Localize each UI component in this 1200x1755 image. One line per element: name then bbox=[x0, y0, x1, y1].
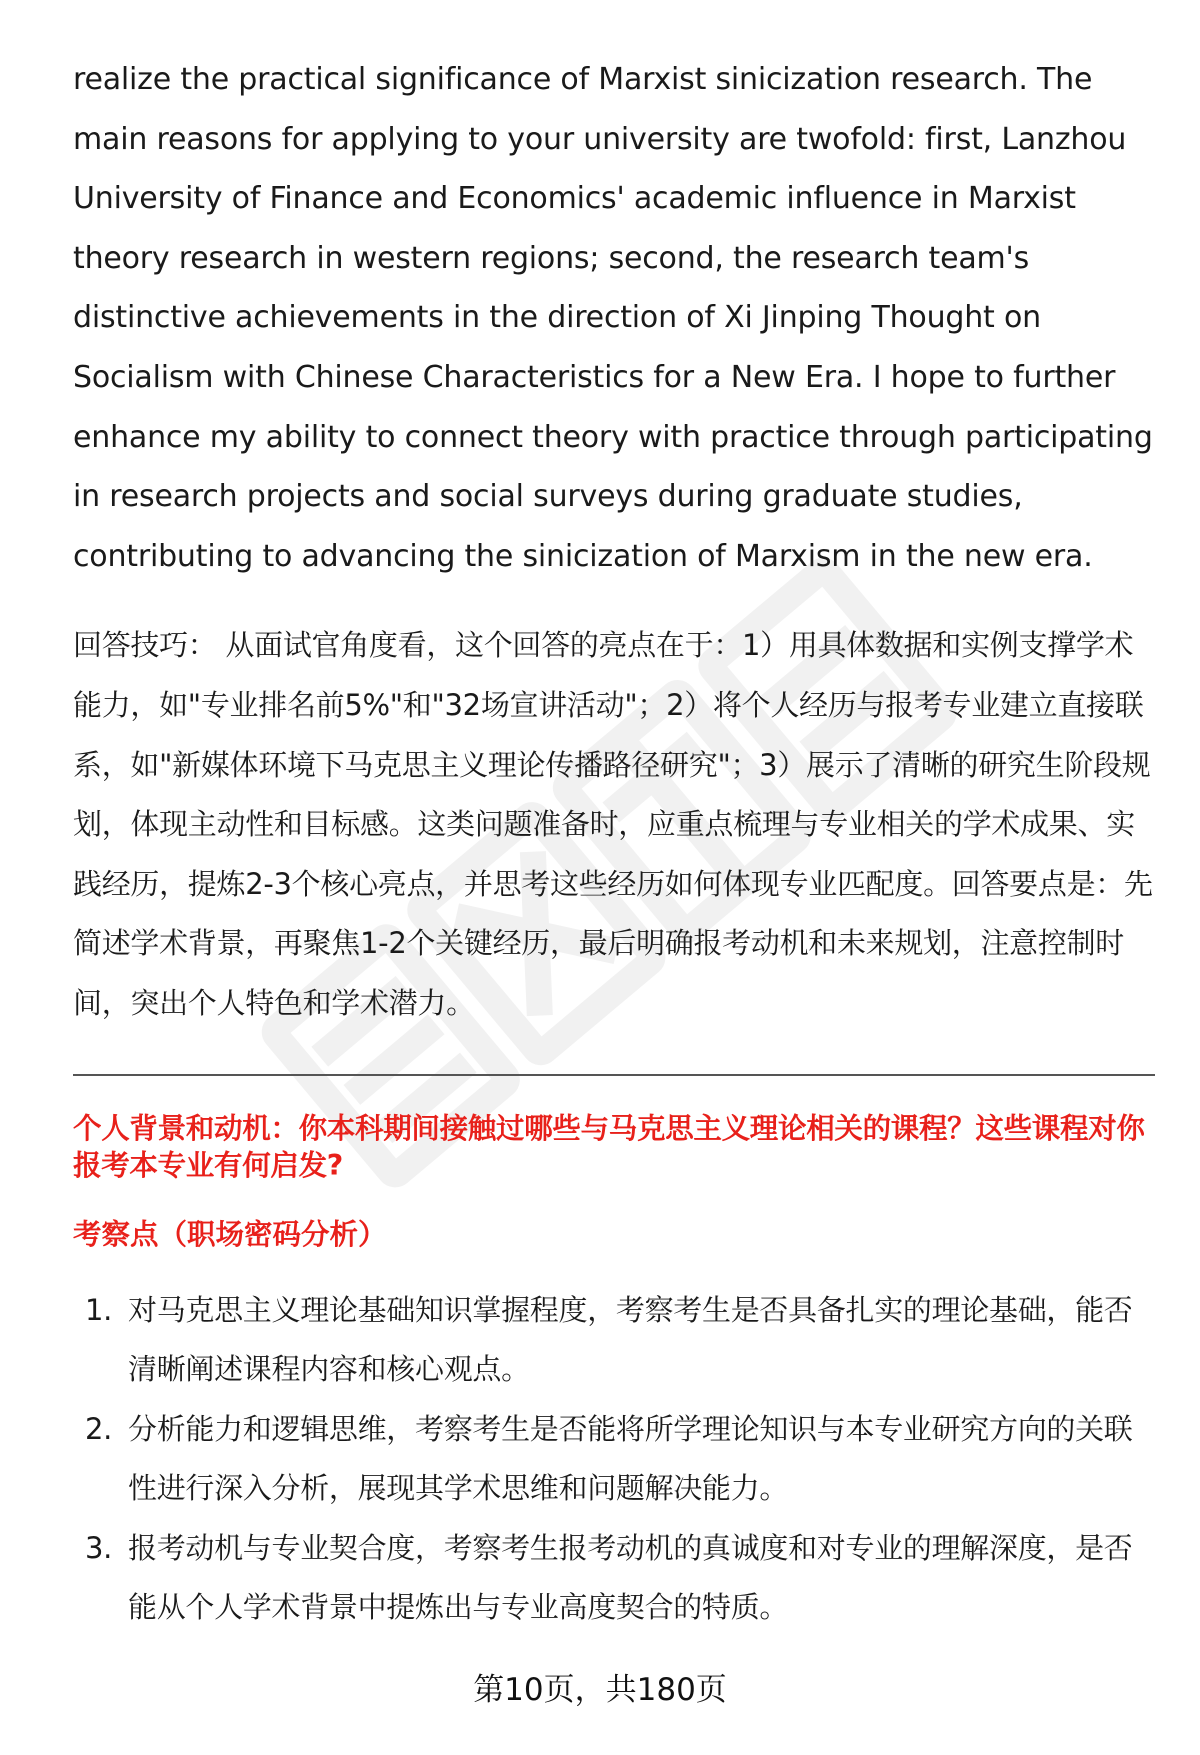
answer-tips-paragraph: 回答技巧： 从面试官角度看，这个回答的亮点在于：1）用具体数据和实例支撑学术能力，如"专业排名前5%"和"32场宣讲活动"；2）将个人经历与报考专业建立直接联系，如"新媒体环境下马克思主义理论传播路径研究"；3）展示了清晰的研究生阶段规划，体现主动性和目标感。这类问题准备时，应重点梳理与专业相关的学术成果、实践经历，提炼2-3个核心亮点，并思考这些经历如何体现专业匹配度。回答要点是：先简述学术背景，再聚焦1-2个关键经历，最后明确报考动机和未来规划，注意控制时间，突出个人特色和学术潜力。 bbox=[73, 628, 1153, 1020]
question-heading: 个人背景和动机：你本科期间接触过哪些与马克思主义理论相关的课程？这些课程对你报考本专业有何启发? bbox=[73, 1111, 1145, 1182]
intro-paragraph: realize the practical significance of Marxist sinicization research. The main reasons for applying to your university are twofold: first, Lanzhou University of Finance and Economics' academic influence in Marxist theory research in western regions; second, the research team's distinctive achievements in the direction of Xi Jinping Thought on Socialism with Chinese Characteristics for a New Era. I hope to further enhance my ability to connect theory with practice through participating in research projects and social surveys during graduate studies, contributing to advancing the sinicization of Marxism in the new era. bbox=[73, 62, 1153, 574]
list-item-number: 3. bbox=[85, 1530, 113, 1565]
list-item-text: 分析能力和逻辑思维，考察考生是否能将所学理论知识与本专业研究方向的关联性进行深入分析，展现其学术思维和问题解决能力。 bbox=[128, 1411, 1133, 1506]
assessment-points-list bbox=[73, 1281, 1155, 1639]
list-item-number: 1. bbox=[85, 1292, 113, 1327]
list-item-text: 报考动机与专业契合度，考察考生报考动机的真诚度和对专业的理解深度，是否能从个人学术背景中提炼出与专业高度契合的特质。 bbox=[128, 1530, 1133, 1625]
list-item bbox=[73, 1519, 1155, 1638]
assessment-points-title: 考察点（职场密码分析） bbox=[73, 1217, 387, 1251]
list-item-text: 对马克思主义理论基础知识掌握程度，考察考生是否具备扎实的理论基础，能否清晰阐述课程内容和核心观点。 bbox=[128, 1292, 1133, 1387]
list-item bbox=[73, 1281, 1155, 1400]
section-divider bbox=[73, 1074, 1155, 1076]
list-item-number: 2. bbox=[85, 1411, 113, 1446]
list-item bbox=[73, 1400, 1155, 1519]
page-number-footer: 第10页，共180页 bbox=[473, 1672, 727, 1708]
main-content bbox=[73, 50, 1155, 1638]
